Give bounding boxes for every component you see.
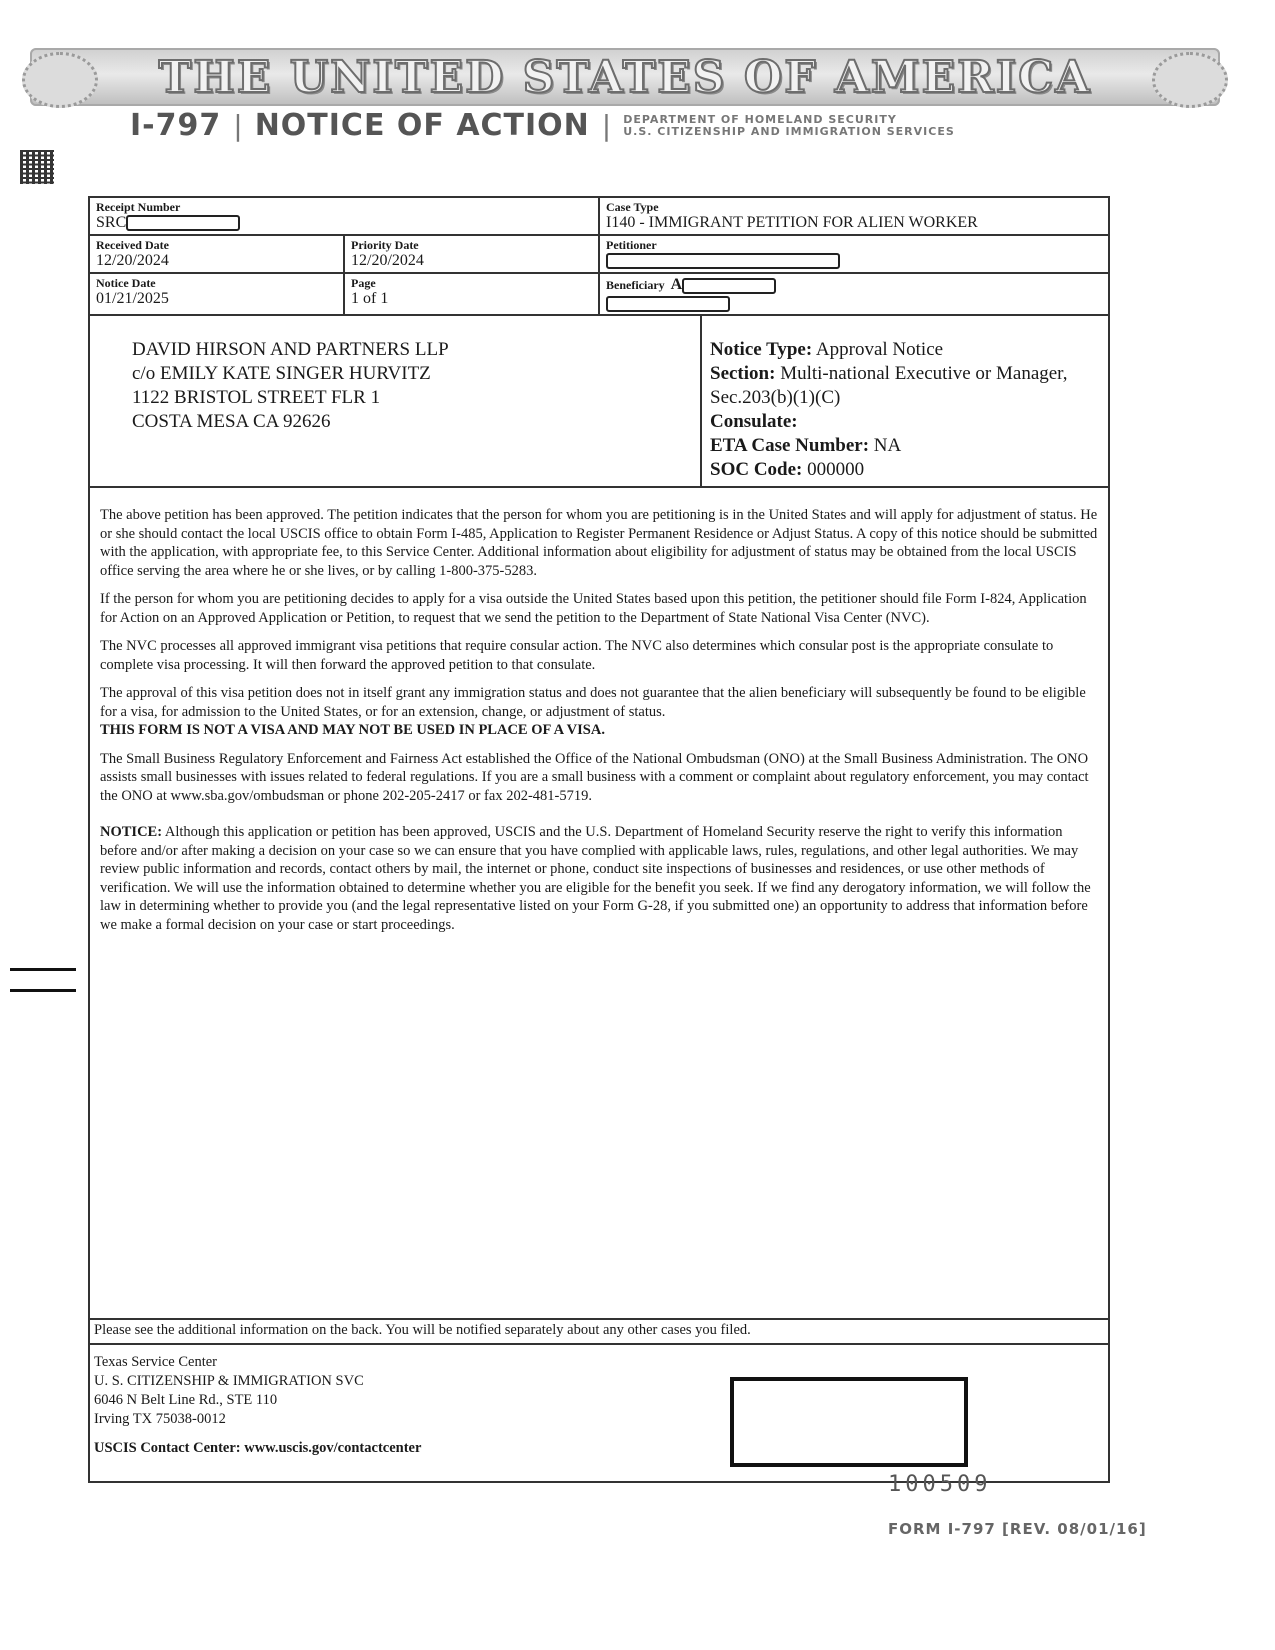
soc-label: SOC Code:	[710, 459, 803, 481]
form-revision: FORM I-797 [REV. 08/01/16]	[888, 1520, 1147, 1538]
notice-info	[702, 316, 1108, 486]
beneficiary-value: A	[670, 276, 683, 293]
receipt-number-cell	[90, 198, 600, 234]
notice-type-value: Approval Notice	[815, 339, 944, 361]
page-cell	[345, 274, 600, 314]
body-paragraph: The approval of this visa petition does not in itself grant any immigration status and does not guarantee that the alien beneficiary will subsequently be found to be eligible for a visa, for admission to the United States, or for an extension, change, or adjustment of status.	[100, 685, 1086, 720]
department-name	[623, 114, 955, 138]
beneficiary-label: Beneficiary	[606, 278, 665, 292]
ornament-left-icon	[22, 52, 98, 108]
page-value: 1 of 1	[351, 290, 389, 307]
eta-value: NA	[873, 435, 902, 457]
service-center-line: 6046 N Belt Line Rd., STE 110	[94, 1392, 278, 1409]
mailing-address	[90, 316, 702, 486]
redaction-box	[126, 215, 240, 231]
margin-mark	[10, 968, 76, 971]
contact-center: USCIS Contact Center: www.uscis.gov/contactcenter	[94, 1440, 422, 1457]
case-type-label: Case Type	[606, 200, 659, 214]
section-label: Section:	[710, 363, 776, 385]
body-paragraph: The NVC processes all approved immigrant visa petitions that require consular action. The NVC also determines which consular post is the appropriate consulate to complete visa processing. It will then forward the approved petition to that consulate.	[100, 638, 1054, 673]
footer-note: Please see the additional information on the back. You will be notified separately about any other cases you filed.	[90, 1320, 1108, 1345]
priority-date-cell	[345, 236, 600, 272]
row-notice-date	[90, 274, 1108, 316]
service-center-line: Texas Service Center	[94, 1354, 217, 1371]
notice-date-label: Notice Date	[96, 276, 156, 290]
margin-mark	[10, 989, 76, 992]
notice-title: NOTICE OF ACTION	[254, 108, 590, 143]
form-number: I-797	[130, 108, 222, 143]
title-separator: |	[233, 109, 243, 142]
received-date-value: 12/20/2024	[96, 252, 169, 269]
service-center-line: U. S. CITIZENSHIP & IMMIGRATION SVC	[94, 1373, 364, 1390]
title-separator: |	[601, 109, 612, 142]
banner-title: THE UNITED STATES OF AMERICA	[158, 51, 1092, 103]
redaction-box	[682, 278, 776, 294]
address-line: COSTA MESA CA 92626	[132, 411, 331, 433]
redaction-box	[606, 253, 840, 269]
redacted-box	[730, 1377, 968, 1467]
header-banner	[30, 48, 1220, 106]
notice-type-label: Notice Type:	[710, 339, 813, 361]
notice-date-value: 01/21/2025	[96, 290, 169, 307]
section-value-cont: Sec.203(b)(1)(C)	[710, 387, 841, 409]
consulate-label: Consulate:	[710, 411, 798, 433]
receipt-number-label: Receipt Number	[96, 200, 181, 214]
received-date-cell	[90, 236, 345, 272]
datamatrix-code-icon	[20, 150, 54, 184]
service-center-line: Irving TX 75038-0012	[94, 1411, 226, 1428]
row-dates	[90, 236, 1108, 274]
petitioner-cell	[600, 236, 1108, 272]
redaction-box	[606, 296, 730, 312]
notice-label: NOTICE:	[100, 824, 163, 841]
soc-value: 000000	[807, 459, 865, 481]
address-line: c/o EMILY KATE SINGER HURVITZ	[132, 363, 431, 385]
section-value: Multi-national Executive or Manager,	[780, 363, 1068, 385]
notice-paragraph	[100, 823, 1100, 934]
page-label: Page	[351, 276, 376, 290]
footer-section	[90, 1345, 1108, 1483]
received-date-label: Received Date	[96, 238, 169, 252]
row-receipt	[90, 198, 1108, 236]
address-line: 1122 BRISTOL STREET FLR 1	[132, 387, 381, 409]
address-section	[90, 316, 1108, 488]
notice-date-cell	[90, 274, 345, 314]
notice-body	[90, 488, 1108, 1320]
beneficiary-cell	[600, 274, 1108, 314]
receipt-number-value: SRC	[96, 214, 127, 231]
not-a-visa-warning: THIS FORM IS NOT A VISA AND MAY NOT BE USED IN PLACE OF A VISA.	[100, 722, 605, 739]
notice-text: Although this application or petition has been approved, USCIS and the U.S. Department of Homeland Security reserve the right to verify this information before and/or after making a decision on your case so we can ensure that you have complied with applicable laws, rules, regulations, and other legal authorities. We may review public information and records, contact others by mail, the internet or phone, conduct site inspections of businesses and residences, or use other methods of verification. We will use the information obtained to determine whether you are eligible for the benefit you seek. If we find any derogatory information, we will follow the law in determining whether to provide you (and the legal representative listed on your Form G-28, if you submitted one) an opportunity to address that information before we make a formal decision on your case or start proceedings.	[100, 824, 1091, 933]
service-center-address	[90, 1345, 730, 1481]
margin-marks	[10, 968, 76, 1010]
department-line-1: DEPARTMENT OF HOMELAND SECURITY	[623, 112, 897, 126]
body-paragraph: The Small Business Regulatory Enforcement and Fairness Act established the Office of the National Ombudsman (ONO) at the Small Business Administration. The ONO assists small businesses with issues related to federal regulations. If you are a small business with a comment or complaint about regulatory enforcement, you may contact the ONO at www.sba.gov/ombudsman or phone 202-205-2417 or fax 202-481-5719.	[100, 750, 1089, 804]
ornament-right-icon	[1152, 52, 1228, 108]
body-paragraph: If the person for whom you are petitioning decides to apply for a visa outside the United States based upon this petition, the petitioner should file Form I-824, Application for Action on an Approved Application or Petition, to request that we send the petition to the Department of State National Visa Center (NVC).	[100, 591, 1087, 626]
notice-form	[88, 196, 1110, 1483]
case-type-cell	[600, 198, 1108, 234]
priority-date-value: 12/20/2024	[351, 252, 424, 269]
title-row	[130, 108, 955, 143]
body-paragraph: The above petition has been approved. The petition indicates that the person for whom you are petitioning is in the United States and will apply for adjustment of status. He or she should contact the local USCIS office to obtain Form I-485, Application to Register Permanent Residence or Adjust Status. A copy of this notice should be submitted with the application, with appropriate fee, to this Service Center. Additional information about eligibility for adjustment of status may be obtained from the local USCIS office serving the area where he or she lives, or by calling 1-800-375-5283.	[100, 507, 1098, 579]
document-number: 100509	[888, 1472, 992, 1497]
case-type-value: I140 - IMMIGRANT PETITION FOR ALIEN WORKER	[606, 214, 978, 231]
department-line-2: U.S. CITIZENSHIP AND IMMIGRATION SERVICES	[623, 124, 955, 138]
address-line: DAVID HIRSON AND PARTNERS LLP	[132, 339, 449, 361]
petitioner-label: Petitioner	[606, 238, 657, 252]
eta-label: ETA Case Number:	[710, 435, 870, 457]
priority-date-label: Priority Date	[351, 238, 419, 252]
